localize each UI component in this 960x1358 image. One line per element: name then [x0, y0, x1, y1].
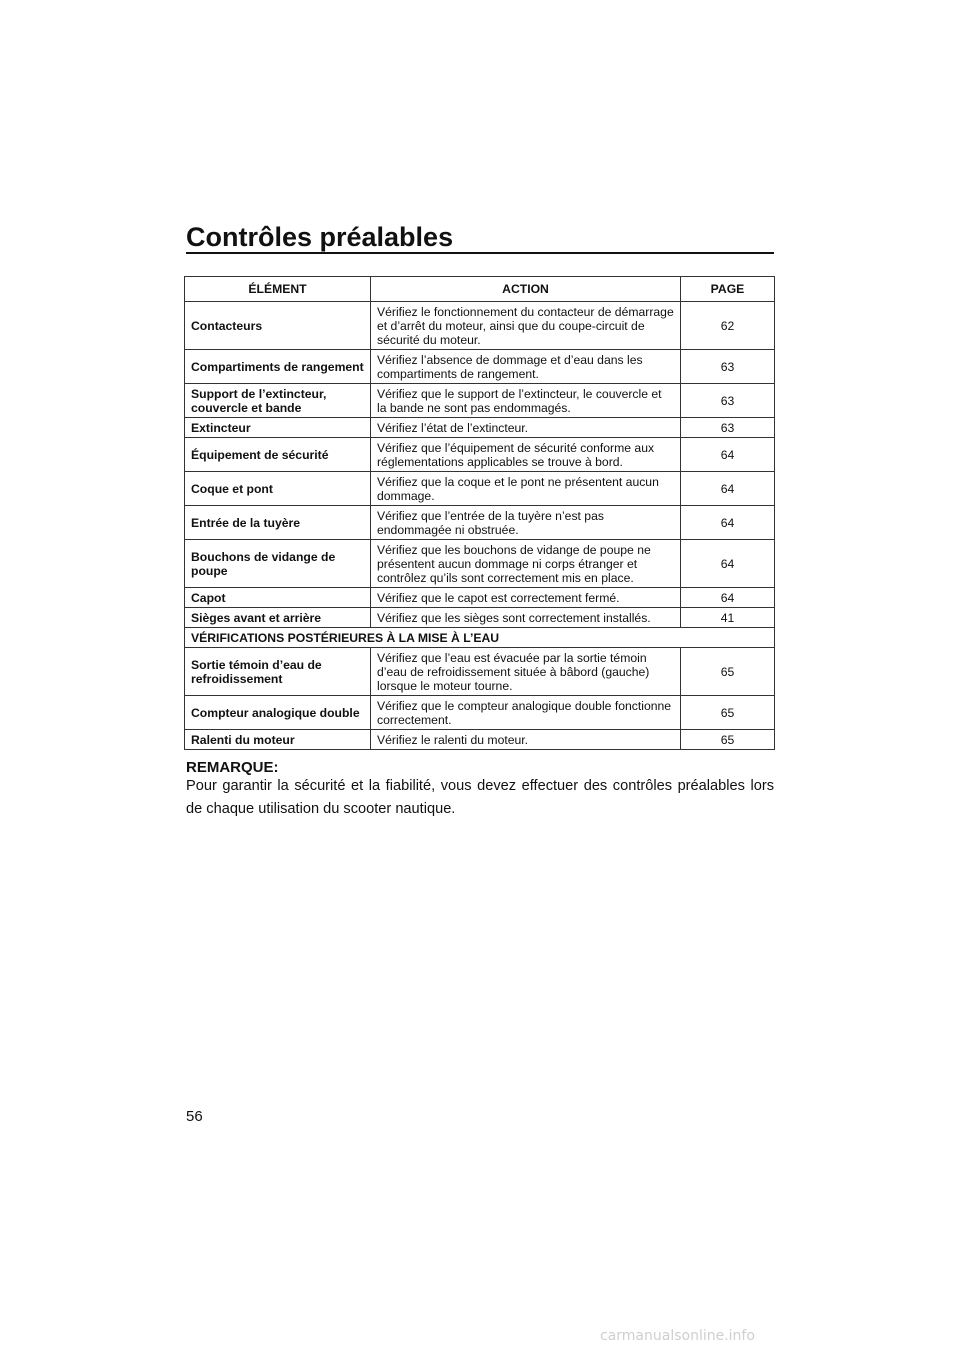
table-row [185, 608, 775, 628]
header-element: ÉLÉMENT [185, 277, 371, 302]
row-item: Sièges avant et arrière [185, 608, 371, 628]
row-action: Vérifiez que l’eau est évacuée par la sortie témoin d’eau de refroidissement située à bâbord (gauche) lorsque le moteur tourne. [371, 648, 681, 696]
row-item: Compartiments de rangement [185, 350, 371, 384]
row-item: Contacteurs [185, 302, 371, 350]
table-row [185, 648, 775, 696]
table-row [185, 384, 775, 418]
row-item: Extincteur [185, 418, 371, 438]
row-action: Vérifiez que les bouchons de vidange de poupe ne présentent aucun dommage ni corps étranger et contrôlez qu’ils sont correctement mis en place. [371, 540, 681, 588]
row-page: 62 [681, 302, 775, 350]
row-page: 64 [681, 472, 775, 506]
table-row [185, 302, 775, 350]
row-item: Entrée de la tuyère [185, 506, 371, 540]
row-item: Équipement de sécurité [185, 438, 371, 472]
row-item: Sortie témoin d’eau de refroidissement [185, 648, 371, 696]
note-heading: REMARQUE: [186, 759, 279, 776]
row-page: 64 [681, 438, 775, 472]
row-page: 63 [681, 418, 775, 438]
row-action: Vérifiez que le compteur analogique double fonctionne correctement. [371, 696, 681, 730]
header-action: ACTION [371, 277, 681, 302]
note-text: Pour garantir la sécurité et la fiabilité, vous devez effectuer des contrôles préalables lors de chaque utilisation du scooter nautique. [186, 778, 774, 817]
table-row [185, 418, 775, 438]
row-action: Vérifiez que le capot est correctement fermé. [371, 588, 681, 608]
row-action: Vérifiez l’absence de dommage et d’eau dans les compartiments de rangement. [371, 350, 681, 384]
row-page: 63 [681, 350, 775, 384]
precheck-table [184, 276, 775, 750]
row-page: 63 [681, 384, 775, 418]
row-item: Ralenti du moteur [185, 730, 371, 750]
table-row [185, 506, 775, 540]
row-item: Bouchons de vidange de poupe [185, 540, 371, 588]
row-item: Support de l’extincteur, couvercle et bande [185, 384, 371, 418]
row-page: 64 [681, 506, 775, 540]
table-row [185, 472, 775, 506]
table-row [185, 696, 775, 730]
section-row [185, 628, 775, 648]
row-item: Coque et pont [185, 472, 371, 506]
row-action: Vérifiez le ralenti du moteur. [371, 730, 681, 750]
row-page: 41 [681, 608, 775, 628]
table-row [185, 588, 775, 608]
row-page: 65 [681, 730, 775, 750]
page-number: 56 [186, 1108, 203, 1125]
header-page: PAGE [681, 277, 775, 302]
row-action: Vérifiez le fonctionnement du contacteur de démarrage et d’arrêt du moteur, ainsi que du coupe-circuit de sécurité du moteur. [371, 302, 681, 350]
row-page: 65 [681, 696, 775, 730]
row-action: Vérifiez que l’équipement de sécurité conforme aux réglementations applicables se trouve à bord. [371, 438, 681, 472]
section-heading: VÉRIFICATIONS POSTÉRIEURES À LA MISE À L’EAU [185, 628, 775, 648]
row-action: Vérifiez que l’entrée de la tuyère n’est pas endommagée ni obstruée. [371, 506, 681, 540]
row-item: Compteur analogique double [185, 696, 371, 730]
row-action: Vérifiez que la coque et le pont ne présentent aucun dommage. [371, 472, 681, 506]
table-row [185, 438, 775, 472]
title-rule [186, 252, 774, 254]
row-action: Vérifiez que les sièges sont correctement installés. [371, 608, 681, 628]
row-page: 64 [681, 588, 775, 608]
row-page: 65 [681, 648, 775, 696]
table-row [185, 350, 775, 384]
row-item: Capot [185, 588, 371, 608]
watermark: carmanualsonline.info [600, 1328, 755, 1344]
table-row [185, 730, 775, 750]
row-action: Vérifiez que le support de l’extincteur, le couvercle et la bande ne sont pas endommagés. [371, 384, 681, 418]
row-page: 64 [681, 540, 775, 588]
row-action: Vérifiez l’état de l’extincteur. [371, 418, 681, 438]
page-title: Contrôles préalables [186, 222, 454, 252]
table-header-row [185, 277, 775, 302]
table-row [185, 540, 775, 588]
